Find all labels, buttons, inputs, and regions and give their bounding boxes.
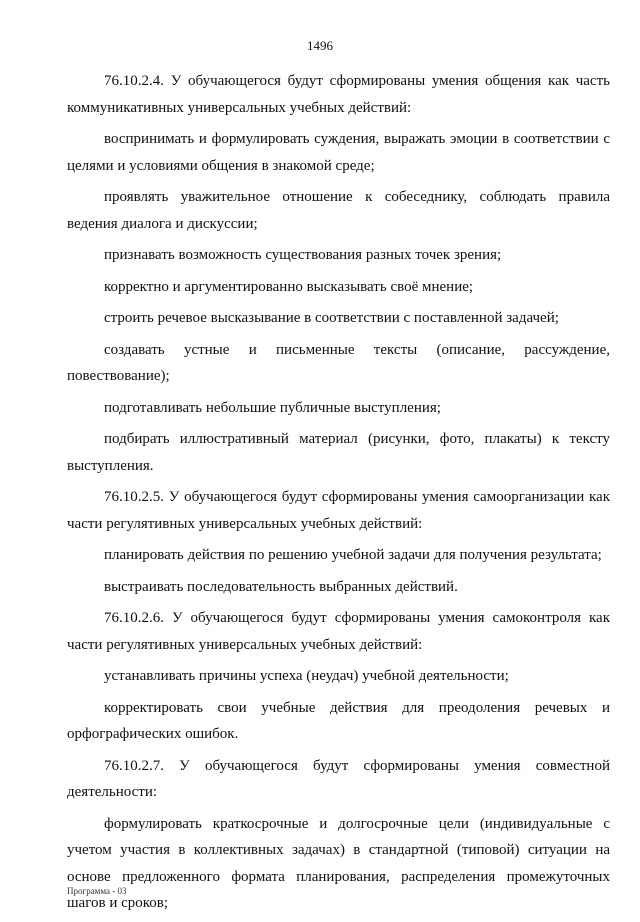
list-item: проявлять уважительное отношение к собеседнику, соблюдать правила ведения диалога и дискуссии; <box>67 189 610 232</box>
list-item: выстраивать последовательность выбранных действий. <box>104 578 458 595</box>
section-heading-76-10-2-6: 76.10.2.6. У обучающегося будут сформированы умения самоконтроля как части регулятивных универсальных учебных действий: <box>67 610 610 653</box>
list-item: подготавливать небольшие публичные выступления; <box>104 399 441 416</box>
section-heading-76-10-2-5: 76.10.2.5. У обучающегося будут сформированы умения самоорганизации как части регулятивных универсальных учебных действий: <box>67 489 610 532</box>
section-heading-76-10-2-7: 76.10.2.7. У обучающегося будут сформированы умения совместной деятельности: <box>67 757 610 800</box>
list-item: строить речевое высказывание в соответствии с поставленной задачей; <box>104 310 559 326</box>
list-item: подбирать иллюстративный материал (рисунки, фото, плакаты) к тексту выступления. <box>67 431 610 474</box>
list-item: корректировать свои учебные действия для преодоления речевых и орфографических ошибок. <box>67 699 610 742</box>
list-item: устанавливать причины успеха (неудач) учебной деятельности; <box>104 668 509 684</box>
page-number: 1496 <box>307 38 333 53</box>
list-item: корректно и аргументированно высказывать своё мнение; <box>104 278 474 295</box>
list-item: формулировать краткосрочные и долгосрочные цели (индивидуальные с учетом участия в коллективных задачах) в стандартной (типовой) ситуации на основе предложенного формата планирования, распределения промежуточных шагов и сроков; <box>67 815 610 911</box>
footer-label: Программа - 03 <box>67 886 127 896</box>
list-item: признавать возможность существования разных точек зрения; <box>104 247 502 263</box>
document-body <box>67 68 610 922</box>
list-item: воспринимать и формулировать суждения, выражать эмоции в соответствии с целями и условиями общения в знакомой среде; <box>67 131 610 174</box>
section-heading-76-10-2-4: 76.10.2.4. У обучающегося будут сформированы умения общения как часть коммуникативных универсальных учебных действий: <box>67 73 610 116</box>
list-item: создавать устные и письменные тексты (описание, рассуждение, повествование); <box>67 341 610 384</box>
list-item: планировать действия по решению учебной задачи для получения результата; <box>104 547 602 563</box>
